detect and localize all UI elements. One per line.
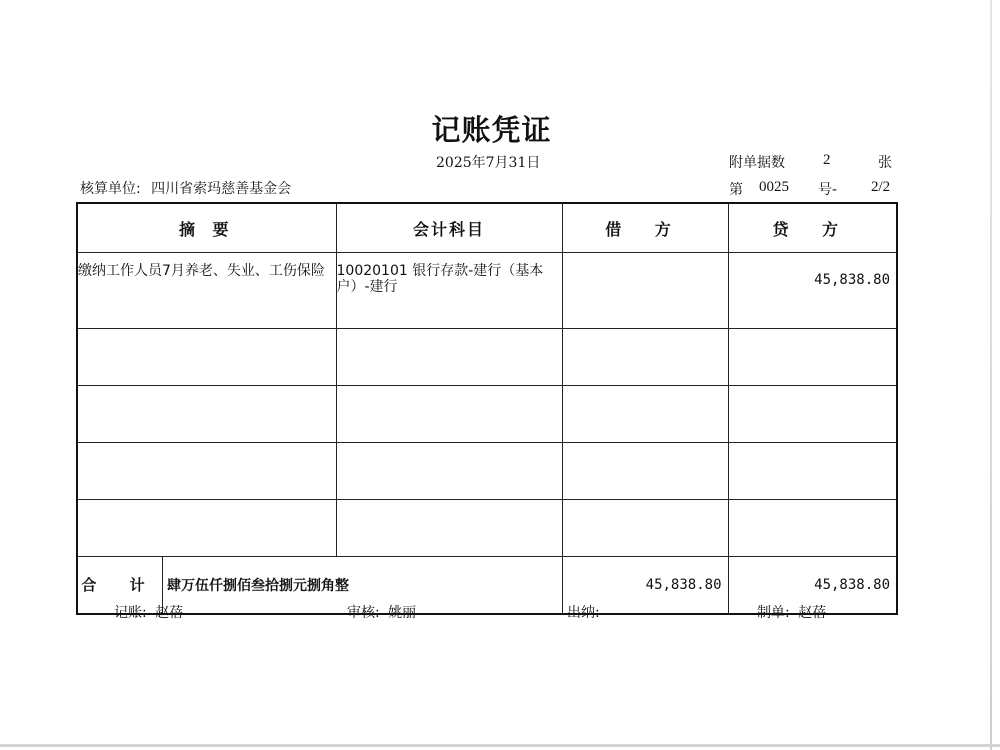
number-suffix: 号- (818, 182, 838, 198)
row-credit (728, 386, 897, 443)
attachments-unit: 张 (878, 155, 892, 171)
row-account: 10020101 银行存款-建行（基本户）-建行 (336, 253, 562, 329)
table-row (77, 329, 897, 386)
row-debit (562, 500, 728, 557)
row-summary: 缴纳工作人员7月养老、失业、工伤保险 (77, 253, 336, 329)
row-summary (77, 386, 336, 443)
preparer-label: 制单: (757, 605, 790, 621)
table-row (77, 500, 897, 557)
row-account (336, 329, 562, 386)
scan-edge-right (990, 0, 992, 750)
row-debit (562, 329, 728, 386)
number-prefix: 第 (729, 182, 743, 198)
bookkeeper-name: 赵蓓 (155, 605, 184, 621)
preparer-signature (757, 602, 826, 622)
page-indicator: 2/2 (871, 179, 891, 195)
table-row (77, 386, 897, 443)
attachments-count: 2 (823, 152, 831, 168)
voucher-table (76, 202, 898, 615)
voucher-date: 2025年7月31日 (436, 155, 541, 171)
table-row (77, 253, 897, 329)
bookkeeper-signature (114, 602, 183, 622)
total-label: 合 计 (78, 557, 163, 613)
row-account (336, 386, 562, 443)
row-summary (77, 329, 336, 386)
header-summary: 摘 要 (77, 203, 336, 253)
header-account: 会计科目 (336, 203, 562, 253)
row-account (336, 500, 562, 557)
cashier-label: 出纳: (567, 605, 600, 621)
row-debit (562, 253, 728, 329)
reviewer-label: 审核: (347, 605, 380, 621)
header-credit: 贷 方 (728, 203, 897, 253)
total-credit: 45,838.80 (728, 557, 897, 615)
voucher-title: 记账凭证 (431, 113, 552, 147)
bookkeeper-label: 记账: (114, 605, 147, 621)
unit-label: 核算单位: (80, 181, 141, 197)
row-debit (562, 386, 728, 443)
voucher-number (729, 179, 899, 199)
row-summary (77, 500, 336, 557)
attachments-label: 附单据数 (729, 155, 785, 171)
total-debit: 45,838.80 (562, 557, 728, 615)
unit-name: 四川省索玛慈善基金会 (151, 181, 292, 197)
table-header-row (77, 203, 897, 253)
reviewer-name: 姚丽 (388, 605, 417, 621)
row-summary (77, 443, 336, 500)
row-account (336, 443, 562, 500)
row-credit (728, 500, 897, 557)
cashier-signature (567, 602, 604, 622)
total-amount-words: 肆万伍仟捌佰叁拾捌元捌角整 (167, 578, 349, 594)
number-value: 0025 (759, 179, 789, 195)
accounting-unit (80, 178, 291, 198)
row-credit: 45,838.80 (728, 253, 897, 329)
attachments-info (729, 152, 892, 172)
row-credit (728, 443, 897, 500)
scan-edge-bottom (0, 744, 1000, 747)
preparer-name: 赵蓓 (798, 605, 827, 621)
reviewer-signature (347, 602, 416, 622)
header-debit: 借 方 (562, 203, 728, 253)
table-row (77, 443, 897, 500)
row-credit (728, 329, 897, 386)
row-debit (562, 443, 728, 500)
